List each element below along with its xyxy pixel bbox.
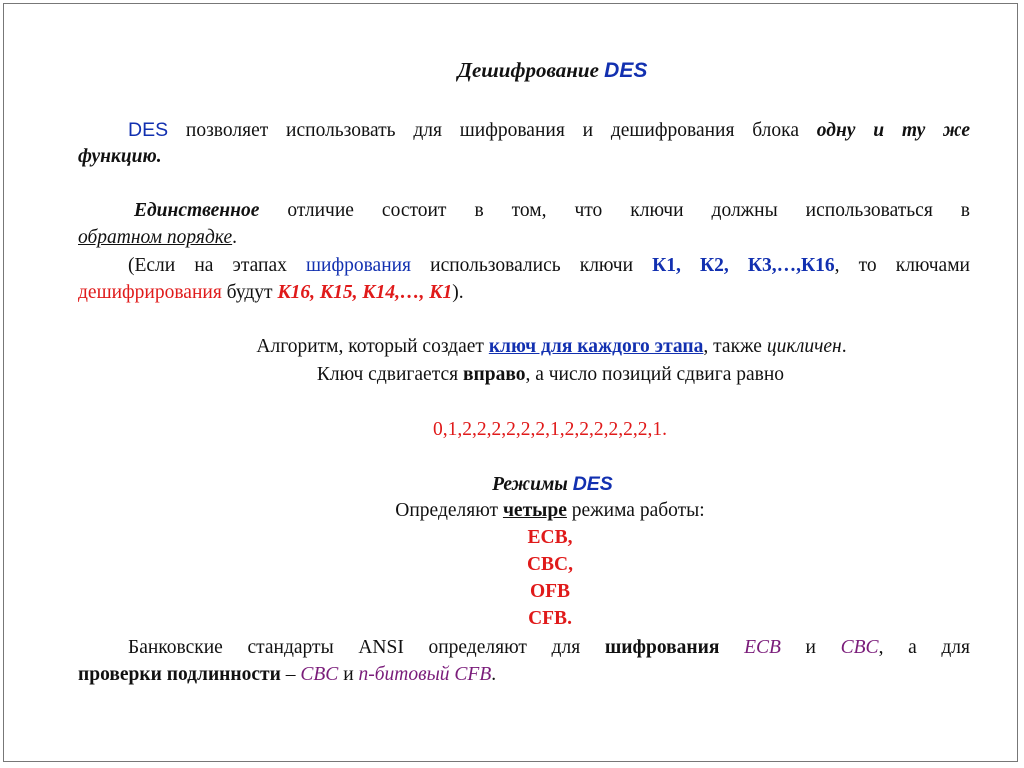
para6-text2: , а для — [878, 637, 970, 658]
para3-will: будут — [221, 282, 278, 303]
modes-intro-text2: режима работы: — [566, 500, 705, 521]
para2-line2 — [78, 226, 237, 250]
para3-dec: дешифрирования — [78, 282, 222, 303]
slide-title — [0, 58, 1024, 83]
para1-emph2: функцию. — [78, 146, 162, 167]
para6-line1 — [128, 636, 970, 660]
para4-dot: . — [841, 336, 847, 357]
modes-intro-four: четыре — [502, 500, 567, 521]
para5-text1: Ключ сдвигается — [316, 364, 463, 385]
para3-close: ). — [452, 282, 464, 303]
para7-dot: . — [491, 664, 497, 685]
para6-text1: Банковские стандарты ANSI определяют для — [128, 637, 605, 658]
para4-line — [0, 335, 1024, 359]
para4-cyclic: цикличен — [766, 336, 842, 357]
para2-order: обратном порядке — [78, 227, 233, 248]
para2-emph: Единственное — [134, 200, 260, 221]
title-des: DES — [604, 59, 648, 82]
para7-line — [78, 663, 496, 687]
para6-and: и — [780, 637, 841, 658]
para3-mid: использовались ключи — [411, 255, 653, 276]
para3-open: (Если на этапах — [128, 255, 306, 276]
para3-tail: , то ключами — [834, 255, 970, 276]
para7-and: и — [338, 664, 359, 685]
title-prefix: Дешифрование — [457, 58, 605, 82]
para1-line2 — [78, 145, 162, 169]
para3-enc: шифрования — [306, 255, 412, 276]
para5-line — [0, 363, 1024, 387]
shift-sequence: 0,1,2,2,2,2,2,2,1,2,2,2,2,2,2,1. — [433, 419, 667, 440]
para1-emph1: одну и ту же — [816, 120, 970, 141]
modes-title-prefix: Режимы — [492, 474, 573, 495]
modes-title-des: DES — [572, 473, 613, 495]
para7-cbc: CBC — [300, 664, 339, 685]
para1-text: позволяет использовать для шифрования и дешифрования блока — [168, 120, 817, 141]
para2-text: отличие состоит в том, что ключи должны использоваться в — [259, 200, 970, 221]
para4-text1: Алгоритм, который создает — [256, 336, 489, 357]
mode-cbc: CBC, — [526, 554, 574, 575]
para4-text2: , также — [703, 336, 767, 357]
mode-ecb: ECB, — [527, 527, 573, 548]
mode-ofb: OFB — [529, 581, 571, 602]
para7-auth: проверки подлинности — [78, 664, 281, 685]
mode-cfb: CFB. — [528, 608, 572, 629]
para5-right: вправо — [462, 364, 526, 385]
para2-line1 — [134, 199, 970, 223]
para5-text2: , а число позиций сдвига равно — [525, 364, 785, 385]
para3-keys-dec: К16, К15, К14,…, К1 — [277, 282, 453, 303]
para6-sp1 — [719, 637, 744, 658]
para7-dash: – — [280, 664, 301, 685]
modes-intro — [0, 499, 1024, 523]
para3-keys-enc: К1, К2, К3,…,К16 — [652, 255, 835, 276]
para2-dot: . — [232, 227, 237, 248]
para3-line1 — [128, 254, 970, 278]
para4-key-each: ключ для каждого этапа — [488, 336, 704, 357]
para7-nbit: n-битовый CFB — [358, 664, 492, 685]
para1-line1 — [128, 118, 970, 143]
para1-des: DES — [128, 119, 169, 141]
modes-intro-text1: Определяют — [395, 500, 503, 521]
para6-ecb: ECB — [744, 637, 781, 658]
para6-enc: шифрования — [604, 637, 720, 658]
modes-title — [0, 472, 1024, 497]
para3-line2 — [78, 281, 464, 305]
para6-cbc: CBC — [840, 637, 879, 658]
